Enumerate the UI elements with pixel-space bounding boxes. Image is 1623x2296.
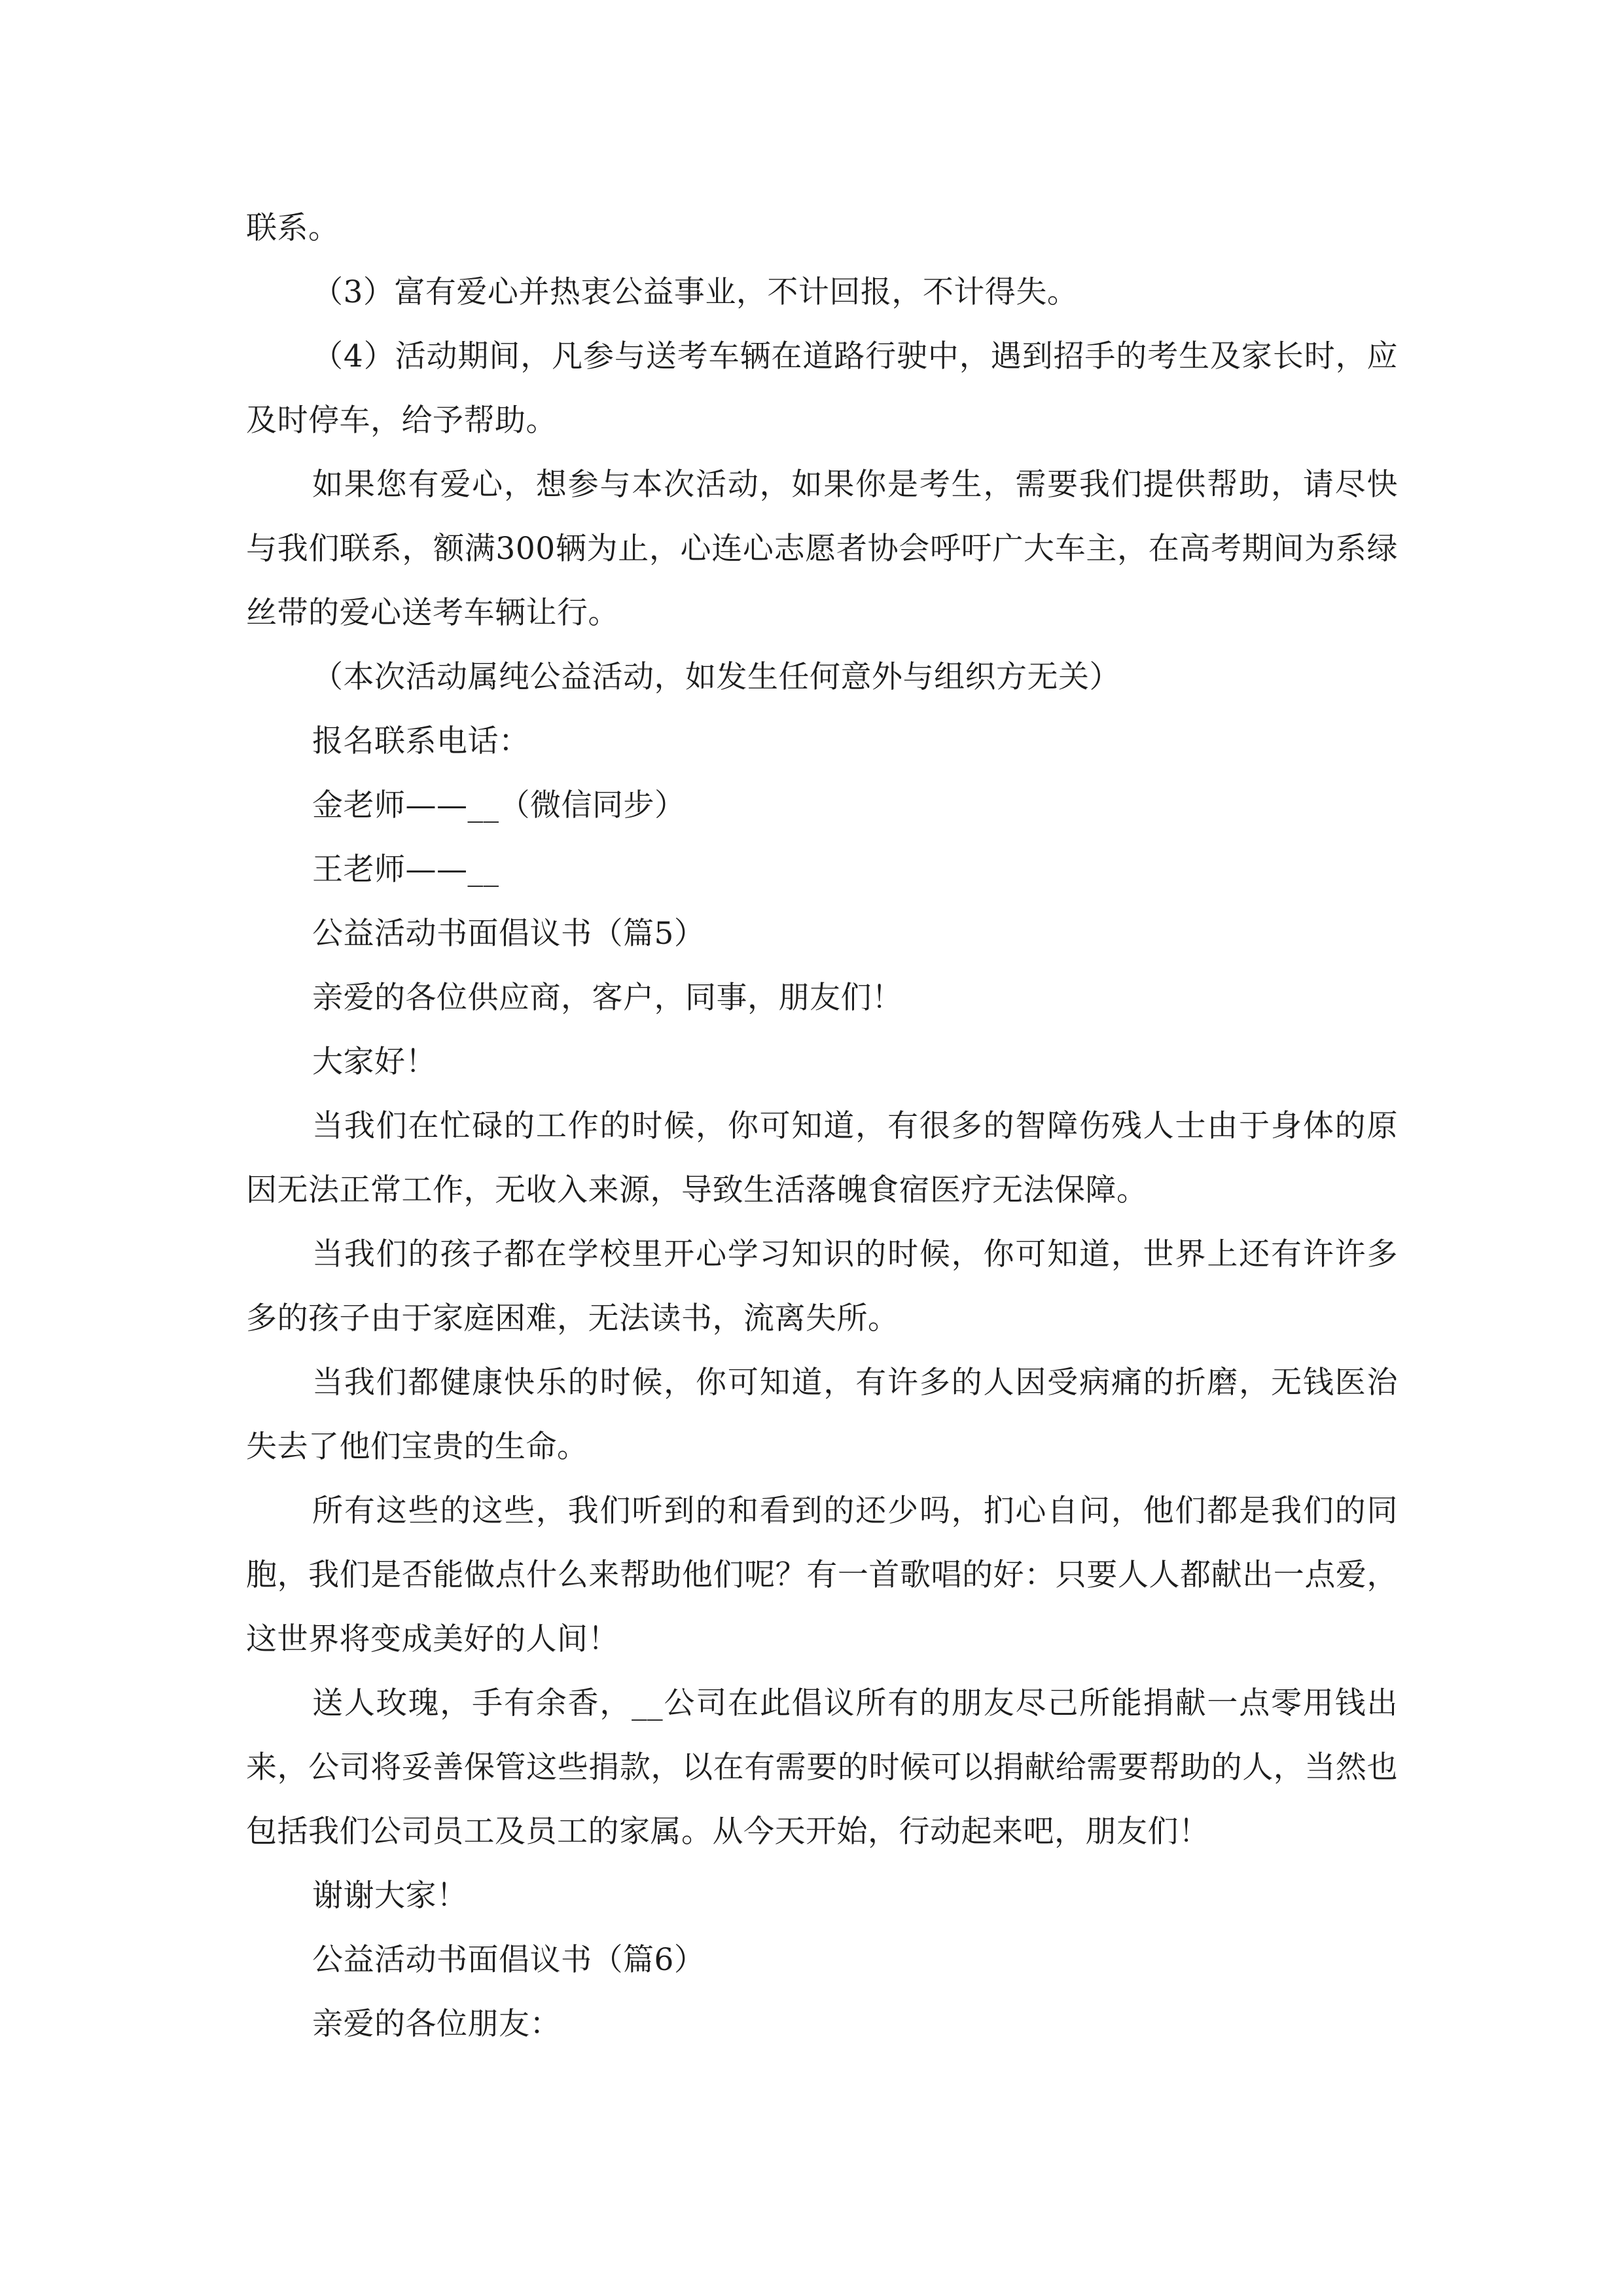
paragraph-greeting: 大家好！ <box>312 1044 437 1080</box>
section-heading-6: 公益活动书面倡议书（篇6） <box>312 1942 705 1978</box>
paragraph-continuation: 联系。 <box>246 210 340 246</box>
paragraph-requirement-3: （3）富有爱心并热衷公益事业，不计回报，不计得失。 <box>312 274 1079 310</box>
paragraph-requirement-4: （4）活动期间，凡参与送考车辆在道路行驶中，遇到招手的考生及家长时，应及时停车，给予帮助。 <box>246 338 1398 439</box>
paragraph-contact-wang: 王老师——__ <box>312 852 499 888</box>
section-heading-5: 公益活动书面倡议书（篇5） <box>312 916 705 952</box>
paragraph-body-3: 当我们都健康快乐的时候，你可知道，有许多的人因受病痛的折磨，无钱医治失去了他们宝贵的生命。 <box>246 1365 1398 1465</box>
document-body <box>246 196 1398 2056</box>
paragraph-body-5: 送人玫瑰，手有余香，__公司在此倡议所有的朋友尽己所能捐献一点零用钱出来，公司将妥善保管这些捐款，以在有需要的时候可以捐献给需要帮助的人，当然也包括我们公司员工及员工的家属。从今天开始，行动起来吧，朋友们！ <box>246 1685 1398 1850</box>
paragraph-body-1: 当我们在忙碌的工作的时候，你可知道，有很多的智障伤残人士由于身体的原因无法正常工作，无收入来源，导致生活落魄食宿医疗无法保障。 <box>246 1108 1398 1208</box>
paragraph-body-4: 所有这些的这些，我们听到的和看到的还少吗，扪心自问，他们都是我们的同胞，我们是否能做点什么来帮助他们呢？有一首歌唱的好：只要人人都献出一点爱，这世界将变成美好的人间！ <box>246 1493 1398 1657</box>
paragraph-contact-jin: 金老师——__（微信同步） <box>312 787 686 823</box>
paragraph-invitation: 如果您有爱心，想参与本次活动，如果你是考生，需要我们提供帮助，请尽快与我们联系，额满300辆为止，心连心志愿者协会呼吁广大车主，在高考期间为系绿丝带的爱心送考车辆让行。 <box>246 467 1398 631</box>
paragraph-salutation-6: 亲爱的各位朋友： <box>312 2006 561 2042</box>
paragraph-thanks: 谢谢大家！ <box>312 1878 468 1914</box>
paragraph-contact-label: 报名联系电话： <box>312 723 530 759</box>
paragraph-disclaimer: （本次活动属纯公益活动，如发生任何意外与组织方无关） <box>312 659 1120 695</box>
paragraph-body-2: 当我们的孩子都在学校里开心学习知识的时候，你可知道，世界上还有许许多多的孩子由于家庭困难，无法读书，流离失所。 <box>246 1236 1398 1336</box>
paragraph-salutation-5: 亲爱的各位供应商，客户，同事，朋友们！ <box>312 980 903 1016</box>
